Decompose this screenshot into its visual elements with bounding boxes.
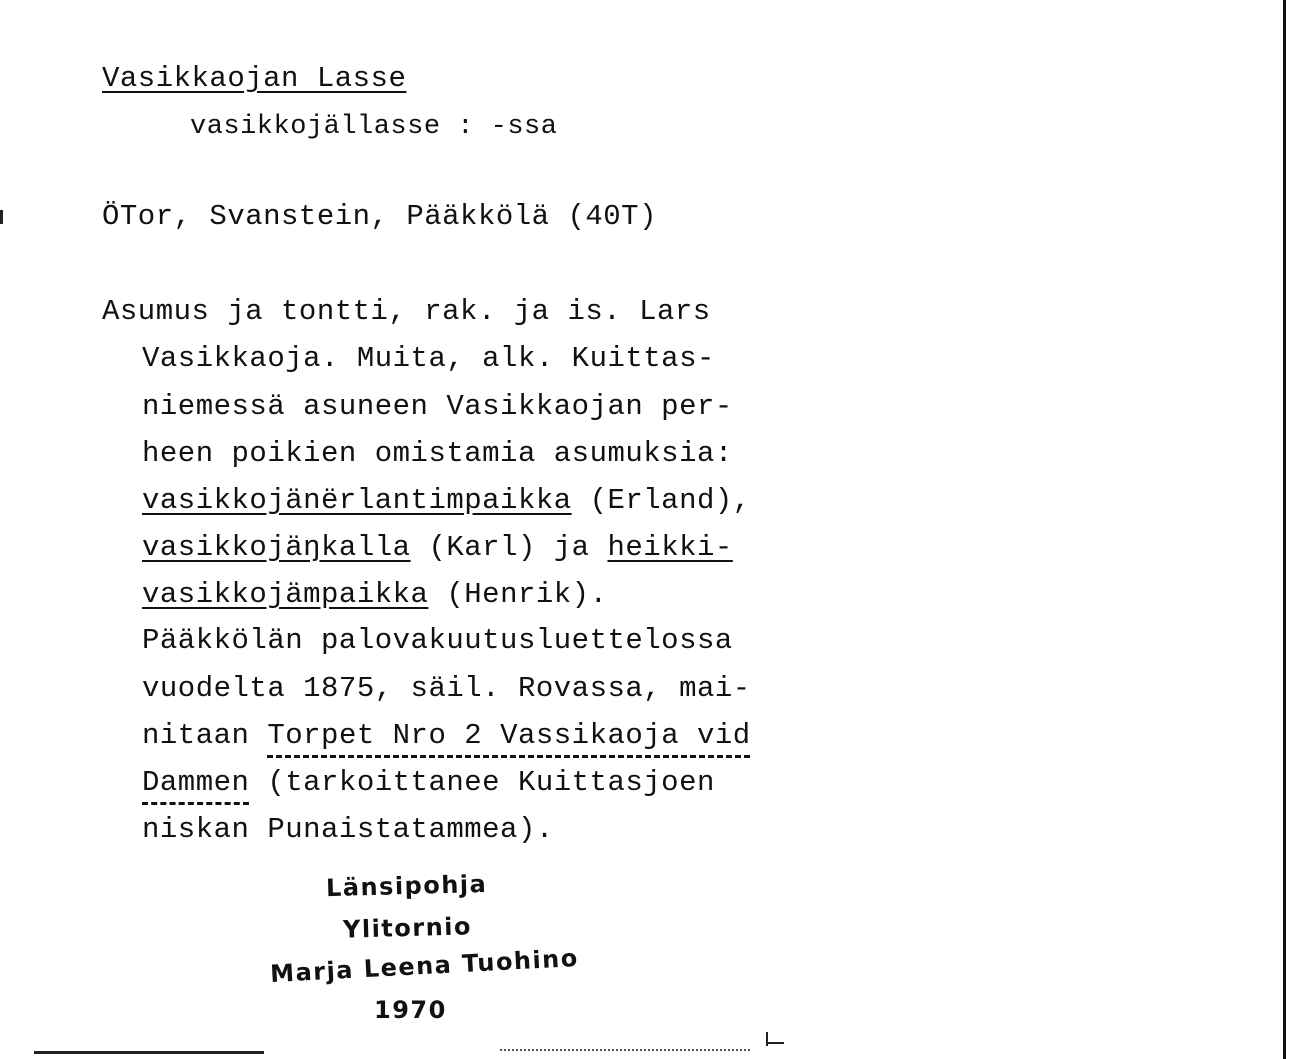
description-line-1: Asumus ja tontti, rak. ja is. Lars bbox=[102, 295, 711, 328]
scan-mark-horizontal bbox=[766, 1042, 784, 1044]
place-name-henrik-part2: vasikkojämpaikka bbox=[142, 578, 429, 611]
description-line-6-mid: (Karl) ja bbox=[410, 531, 608, 564]
place-name-henrik-part1: heikki- bbox=[607, 531, 733, 564]
stamp-region: Länsipohja bbox=[325, 869, 488, 903]
description-line-12: niskan Punaistatammea). bbox=[142, 813, 554, 846]
card-right-edge bbox=[1283, 0, 1286, 1059]
historical-name-part2: Dammen bbox=[142, 766, 250, 799]
entry-title: Vasikkaojan Lasse bbox=[102, 62, 407, 95]
description-line-2: Vasikkaoja. Muita, alk. Kuittas- bbox=[142, 342, 715, 375]
stamp-year: 1970 bbox=[374, 996, 447, 1024]
description-line-5-rest: (Erland), bbox=[571, 484, 751, 517]
stamp-collector: Marja Leena Tuohino bbox=[269, 943, 580, 989]
description-line-5 bbox=[142, 484, 751, 518]
dialect-form: vasikkojällasse : -ssa bbox=[190, 112, 558, 142]
scan-mark-left bbox=[0, 210, 3, 224]
description-line-3: niemessä asuneen Vasikkaojan per- bbox=[142, 390, 733, 423]
card-bottom-edge bbox=[34, 1051, 264, 1054]
description-line-11-rest: (tarkoittanee Kuittasjoen bbox=[249, 766, 715, 799]
description-line-6 bbox=[142, 531, 733, 565]
place-name-karl: vasikkojäŋkalla bbox=[142, 531, 411, 564]
description-line-10 bbox=[142, 719, 751, 753]
place-name-erland: vasikkojänërlantimpaikka bbox=[142, 484, 572, 517]
description-line-7-rest: (Henrik). bbox=[428, 578, 608, 611]
description-line-8: Pääkkölän palovakuutusluettelossa bbox=[142, 624, 733, 657]
description-line-4: heen poikien omistamia asumuksia: bbox=[142, 437, 733, 470]
card-bottom-edge-faint bbox=[500, 1049, 750, 1053]
place-line: ÖTor, Svanstein, Pääkkölä (40T) bbox=[102, 200, 657, 233]
description-line-11 bbox=[142, 766, 715, 800]
description-line-9: vuodelta 1875, säil. Rovassa, mai- bbox=[142, 672, 751, 705]
description-line-7 bbox=[142, 578, 607, 612]
historical-name-part1: Torpet Nro 2 Vassikaoja vid bbox=[267, 719, 751, 752]
description-line-10-start: nitaan bbox=[142, 719, 268, 752]
stamp-parish: Ylitornio bbox=[342, 912, 473, 944]
